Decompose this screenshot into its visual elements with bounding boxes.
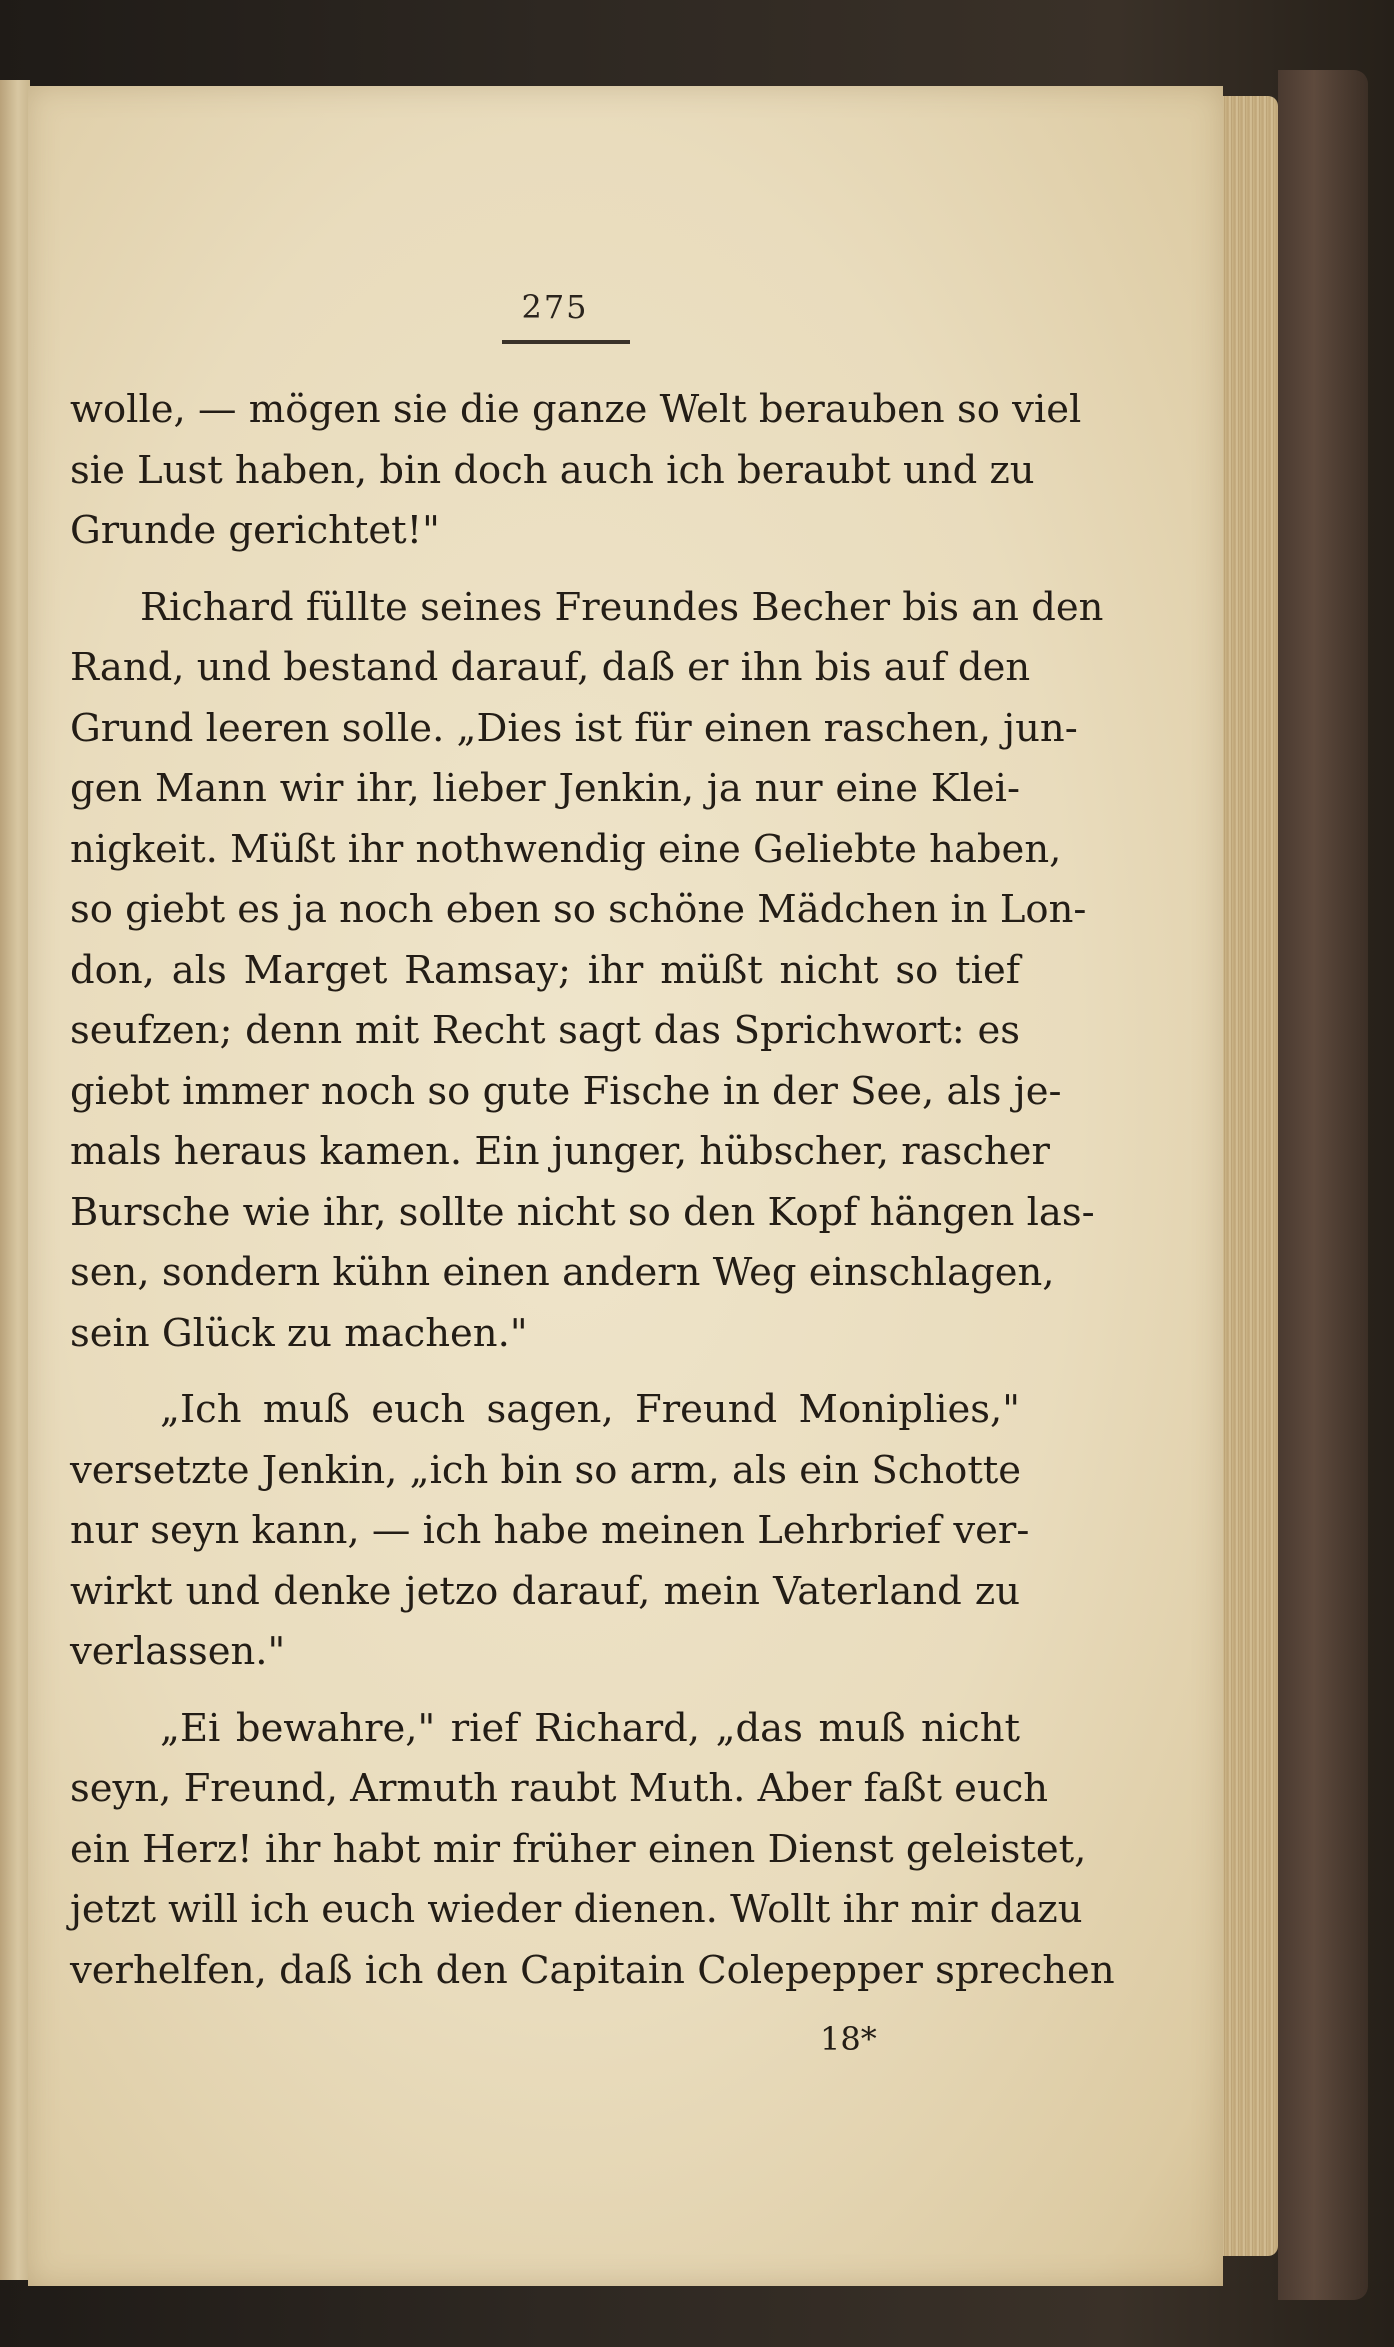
book-cover-edge [1278,70,1368,2300]
previous-page-edge [0,80,30,2280]
text-line: wirkt und denke jetzo darauf, mein Vaterland zu [70,1568,1020,1614]
text-line: seufzen; denn mit Recht sagt das Sprichwort: es [70,1008,1020,1053]
text-line: sein Glück zu machen." [70,1310,528,1356]
text-line: Grund leeren solle. „Dies ist für einen raschen, jun- [70,705,1078,751]
text-line: versetzte Jenkin, „ich bin so arm, als ein Schotte [70,1447,1022,1493]
text-line: wolle, — mögen sie die ganze Welt berauben so viel [70,387,1082,432]
text-line: don, als Marget Ramsay; ihr müßt nicht so tief [70,947,1020,993]
text-line: gen Mann wir ihr, lieber Jenkin, ja nur eine Klei- [70,766,1020,811]
text-line: ein Herz! ihr habt mir früher einen Dienst geleistet, [70,1826,1087,1872]
signature-mark: 18* [820,2020,877,2058]
text-line: Grunde gerichtet!" [70,508,440,553]
text-line: verhelfen, daß ich den Capitain Colepepper sprechen [70,1947,1115,1993]
text-line: nur seyn kann, — ich habe meinen Lehrbrief ver- [70,1508,1030,1553]
page-edges [1218,96,1278,2256]
text-line: giebt immer noch so gute Fische in der See, als je- [70,1068,1062,1114]
text-line: Richard füllte seines Freundes Becher bis an den [140,584,1104,630]
text-line: „Ich muß euch sagen, Freund Moniplies," [160,1387,1020,1432]
text-line: so giebt es ja noch eben so schöne Mädchen in Lon- [70,887,1087,932]
text-line: sen, sondern kühn einen andern Weg einschlagen, [70,1250,1055,1295]
text-line: „Ei bewahre," rief Richard, „das muß nicht [160,1705,1020,1751]
page-text [70,380,1115,2001]
text-line: Bursche wie ihr, sollte nicht so den Kopf hängen las- [70,1189,1095,1235]
text-line: Rand, und bestand darauf, daß er ihn bis auf den [70,645,1031,690]
text-line: nigkeit. Müßt ihr nothwendig eine Geliebte haben, [70,826,1062,872]
text-line: seyn, Freund, Armuth raubt Muth. Aber faßt euch [70,1766,1049,1811]
page-number: 275 [521,288,589,326]
text-line: mals heraus kamen. Ein junger, hübscher, rascher [70,1129,1050,1174]
text-line: sie Lust haben, bin doch auch ich beraubt und zu [70,447,1035,493]
page-number-rule [502,340,630,344]
text-line: verlassen." [70,1629,286,1674]
text-line: jetzt will ich euch wieder dienen. Wollt ihr mir dazu [70,1887,1083,1932]
